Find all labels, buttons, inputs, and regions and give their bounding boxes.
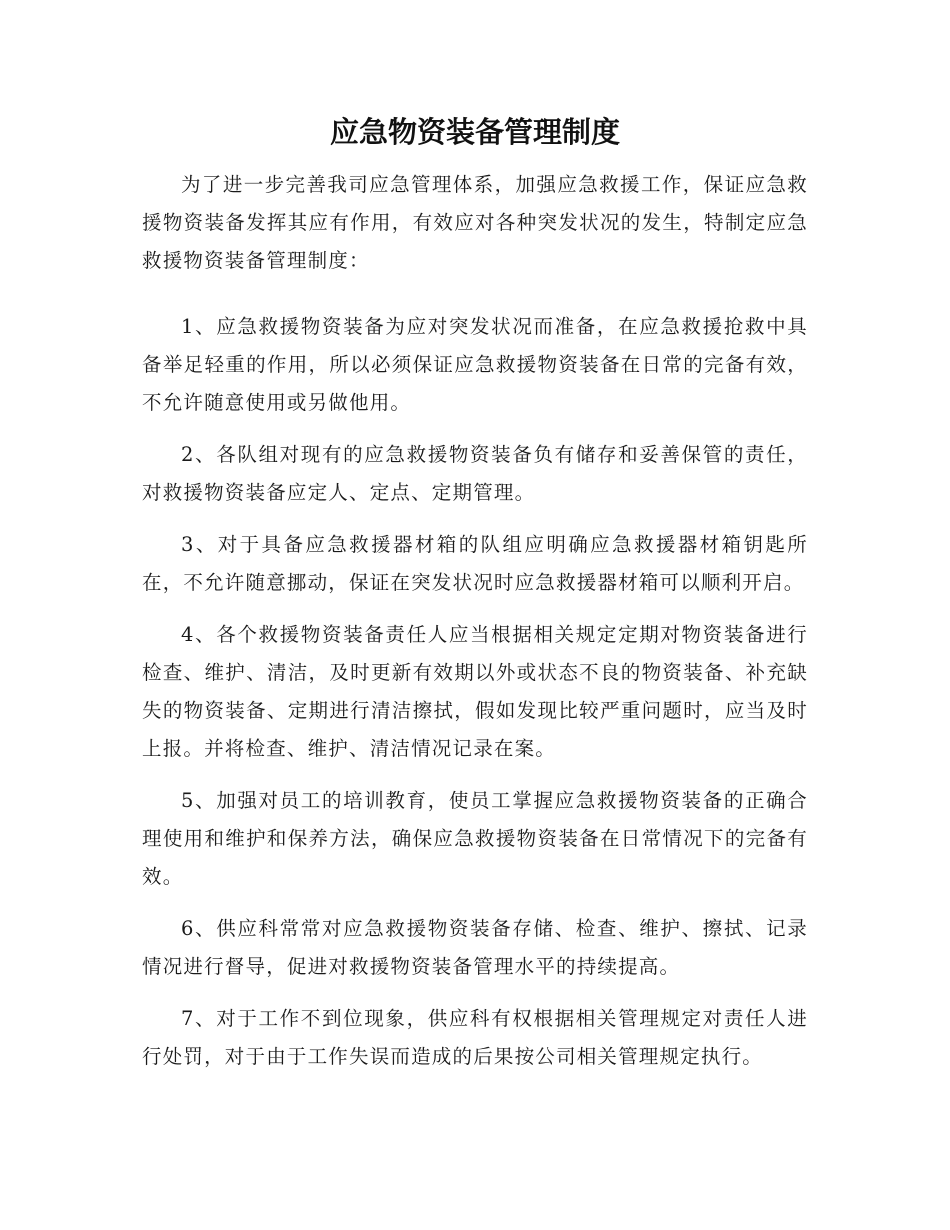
rule-item-5: 5、加强对员工的培训教育，使员工掌握应急救援物资装备的正确合理使用和维护和保养方法，确保应急救援物资装备在日常情况下的完备有效。 (142, 789, 808, 888)
intro-paragraph: 为了进一步完善我司应急管理体系，加强应急救援工作，保证应急救援物资装备发挥其应有作用，有效应对各种突发状况的发生，特制定应急救援物资装备管理制度： (142, 173, 808, 272)
rule-item-6: 6、供应科常常对应急救援物资装备存储、检查、维护、擦拭、记录情况进行督导，促进对救援物资装备管理水平的持续提高。 (142, 917, 808, 978)
rule-item-2: 2、各队组对现有的应急救援物资装备负有储存和妥善保管的责任，对救援物资装备应定人、定点、定期管理。 (142, 443, 808, 504)
document-title: 应急物资装备管理制度 (329, 115, 620, 149)
rule-item-7: 7、对于工作不到位现象，供应科有权根据相关管理规定对责任人进行处罚，对于由于工作失误而造成的后果按公司相关管理规定执行。 (142, 1007, 808, 1068)
rule-item-4: 4、各个救援物资装备责任人应当根据相关规定定期对物资装备进行检查、维护、清洁，及时更新有效期以外或状态不良的物资装备、补充缺失的物资装备、定期进行清洁擦拭，假如发现比较严重问题时，应当及时上报。并将检查、维护、清洁情况记录在案。 (142, 623, 808, 760)
rule-item-1: 1、应急救援物资装备为应对突发状况而准备，在应急救援抢救中具备举足轻重的作用，所以必须保证应急救援物资装备在日常的完备有效，不允许随意使用或另做他用。 (142, 315, 808, 414)
document-body (142, 166, 808, 1090)
rule-item-3: 3、对于具备应急救援器材箱的队组应明确应急救援器材箱钥匙所在，不允许随意挪动，保证在突发状况时应急救援器材箱可以顺利开启。 (142, 533, 808, 594)
